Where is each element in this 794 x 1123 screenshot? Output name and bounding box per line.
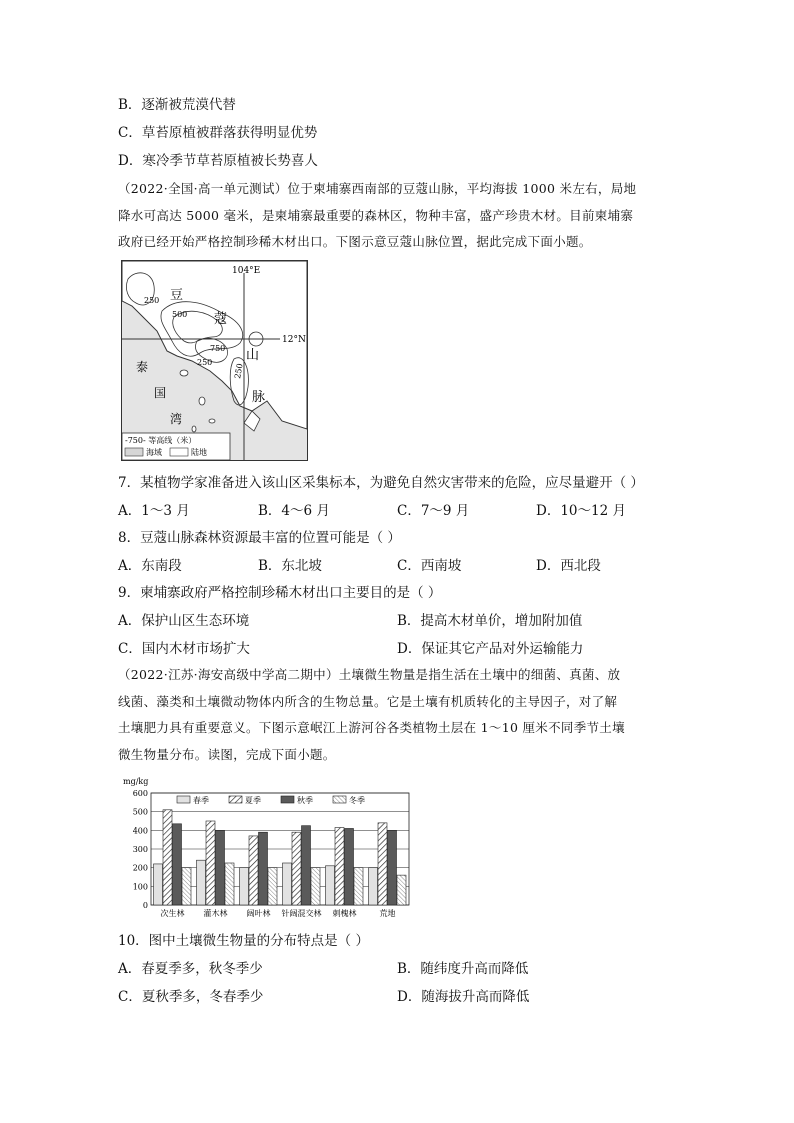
y-tick-label: 400 [132,826,148,836]
q9-option-a: A．保护山区生态环境 [118,613,250,629]
y-tick-label: 100 [132,882,148,892]
passage-line: 线菌、藻类和土壤微动物体内所含的生物总量。它是土壤有机质转化的主导因子，对了解 [118,693,618,709]
passage-line: （2022·江苏·海安高级中学高二期中）土壤微生物量是指生活在土壤中的细菌、真菌、放 [118,667,621,682]
y-tick-label: 200 [132,863,148,873]
gulf-label: 国 [154,386,167,400]
bar-秋季 [302,826,311,905]
passage-1 [118,176,678,256]
q7-option-b: B．4～6 月 [258,503,330,519]
passage-line: 土壤肥力具有重要意义。下图示意岷江上游河谷各类植物土层在 1～10 厘米不同季节土壤 [118,720,625,735]
x-tick-label: 次生林 [160,909,185,918]
legend-swatch [229,796,242,803]
legend-sea-swatch [125,448,143,456]
lat-label: 12°N [282,335,306,345]
bar-冬季 [311,868,320,905]
q7-option-c: C．7～9 月 [397,503,470,519]
q8-option-a: A．东南段 [118,558,182,574]
q9-stem: 9．柬埔寨政府严格控制珍稀木材出口主要目的是（ ） [118,585,442,601]
legend-label: 冬季 [349,796,365,805]
bar-夏季 [378,823,387,905]
bar-春季 [240,868,249,905]
bar-冬季 [354,868,363,905]
passage-line: （2022·全国·高一单元测试）位于柬埔寨西南部的豆蔻山脉，平均海拔 1000 米左右，局地 [118,181,637,196]
legend-land-swatch [170,448,188,456]
legend-label: 春季 [193,796,209,805]
cardamom-mountains-map [121,260,308,461]
q7-option-d: D．10～12 月 [536,503,626,519]
bar-夏季 [292,832,301,905]
passage-2 [118,662,678,768]
passage-line: 降水可高达 5000 毫米，是柬埔寨最重要的森林区，物种丰富，盛产珍贵木材。目前柬埔寨 [118,207,634,223]
bar-秋季 [173,824,182,905]
legend-swatch [281,796,294,803]
bar-春季 [369,868,378,905]
island [199,397,205,405]
q10-stem: 10．图中土壤微生物量的分布特点是（ ） [118,933,369,949]
island [192,426,196,432]
q9-option-b: B．提高木材单价，增加附加值 [397,613,583,629]
contour-label: 500 [172,310,188,319]
q8-option-b: B．东北坡 [258,558,322,574]
mountain-label: 蔻 [214,312,228,327]
q8-option-d: D．西北段 [536,558,601,574]
q10-option-a: A．春夏季多，秋冬季少 [118,961,263,977]
bar-夏季 [163,810,172,905]
soil-microbial-biomass-chart [121,775,421,921]
y-axis-label: mg/kg [123,777,149,786]
option-d: D．寒冷季节草苔原植被长势喜人 [118,153,318,169]
y-tick-label: 0 [142,901,148,910]
passage-line: 政府已经开始严格控制珍稀木材出口。下图示意豆蔻山脉位置，据此完成下面小题。 [118,234,592,249]
mountain-label: 山 [246,348,260,363]
mountain-label: 豆 [170,288,184,303]
q9-option-d: D．保证其它产品对外运输能力 [397,641,584,657]
bar-春季 [197,860,206,905]
legend-contour: -750- 等高线（米） [125,436,197,445]
passage-line: 微生物量分布。读图，完成下面小题。 [118,746,336,762]
q9-option-c: C．国内木材市场扩大 [118,641,250,657]
bar-夏季 [335,828,344,905]
contour-label: 750 [210,344,226,353]
x-tick-label: 刺槐林 [332,909,357,918]
contour-label: 250 [197,358,213,367]
q7-stem: 7．某植物学家准备进入该山区采集标本，为避免自然灾害带来的危险，应尽量避开（ ） [118,475,644,491]
x-tick-label: 荒地 [379,909,396,918]
bar-冬季 [225,863,234,905]
gulf-label: 泰 [136,360,149,374]
legend-land: 陆地 [191,448,207,457]
x-tick-label: 针阔混交林 [281,909,322,918]
gulf-label: 湾 [170,412,183,426]
contour-label: 250 [233,362,245,380]
bar-冬季 [397,875,406,905]
option-b: B．逐渐被荒漠代替 [118,97,236,113]
bar-夏季 [206,821,215,905]
y-tick-label: 500 [132,807,148,817]
lon-label: 104°E [232,266,261,276]
option-c: C．草苔原植被群落获得明显优势 [118,125,318,141]
legend-swatch [177,796,190,803]
legend-label: 秋季 [297,796,313,805]
y-tick-label: 300 [132,845,148,854]
legend-label: 夏季 [245,796,261,805]
y-tick-label: 600 [132,789,148,798]
island [209,419,215,423]
q10-option-b: B．随纬度升高而降低 [397,961,529,977]
bar-冬季 [268,868,277,905]
bar-冬季 [182,868,191,905]
bar-秋季 [259,832,268,905]
q10-option-c: C．夏秋季多，冬春季少 [118,989,264,1005]
bar-秋季 [216,830,225,905]
bar-秋季 [388,830,397,905]
q7-option-a: A．1～3 月 [118,503,190,519]
mountain-label: 脉 [252,390,266,405]
x-tick-label: 灌木林 [203,909,228,918]
land-peninsula [244,411,260,431]
island [180,370,188,376]
x-tick-label: 阔叶林 [246,909,271,918]
contour-label: 250 [144,296,160,305]
q10-option-d: D．随海拔升高而降低 [397,989,530,1005]
bar-春季 [154,864,163,905]
bar-春季 [326,866,335,905]
bar-秋季 [345,828,354,905]
legend-swatch [333,796,346,803]
q8-option-c: C．西南坡 [397,558,462,574]
bar-夏季 [249,836,258,905]
legend-sea: 海域 [146,448,162,457]
q8-stem: 8．豆蔻山脉森林资源最丰富的位置可能是（ ） [118,530,401,546]
bar-春季 [283,863,292,905]
